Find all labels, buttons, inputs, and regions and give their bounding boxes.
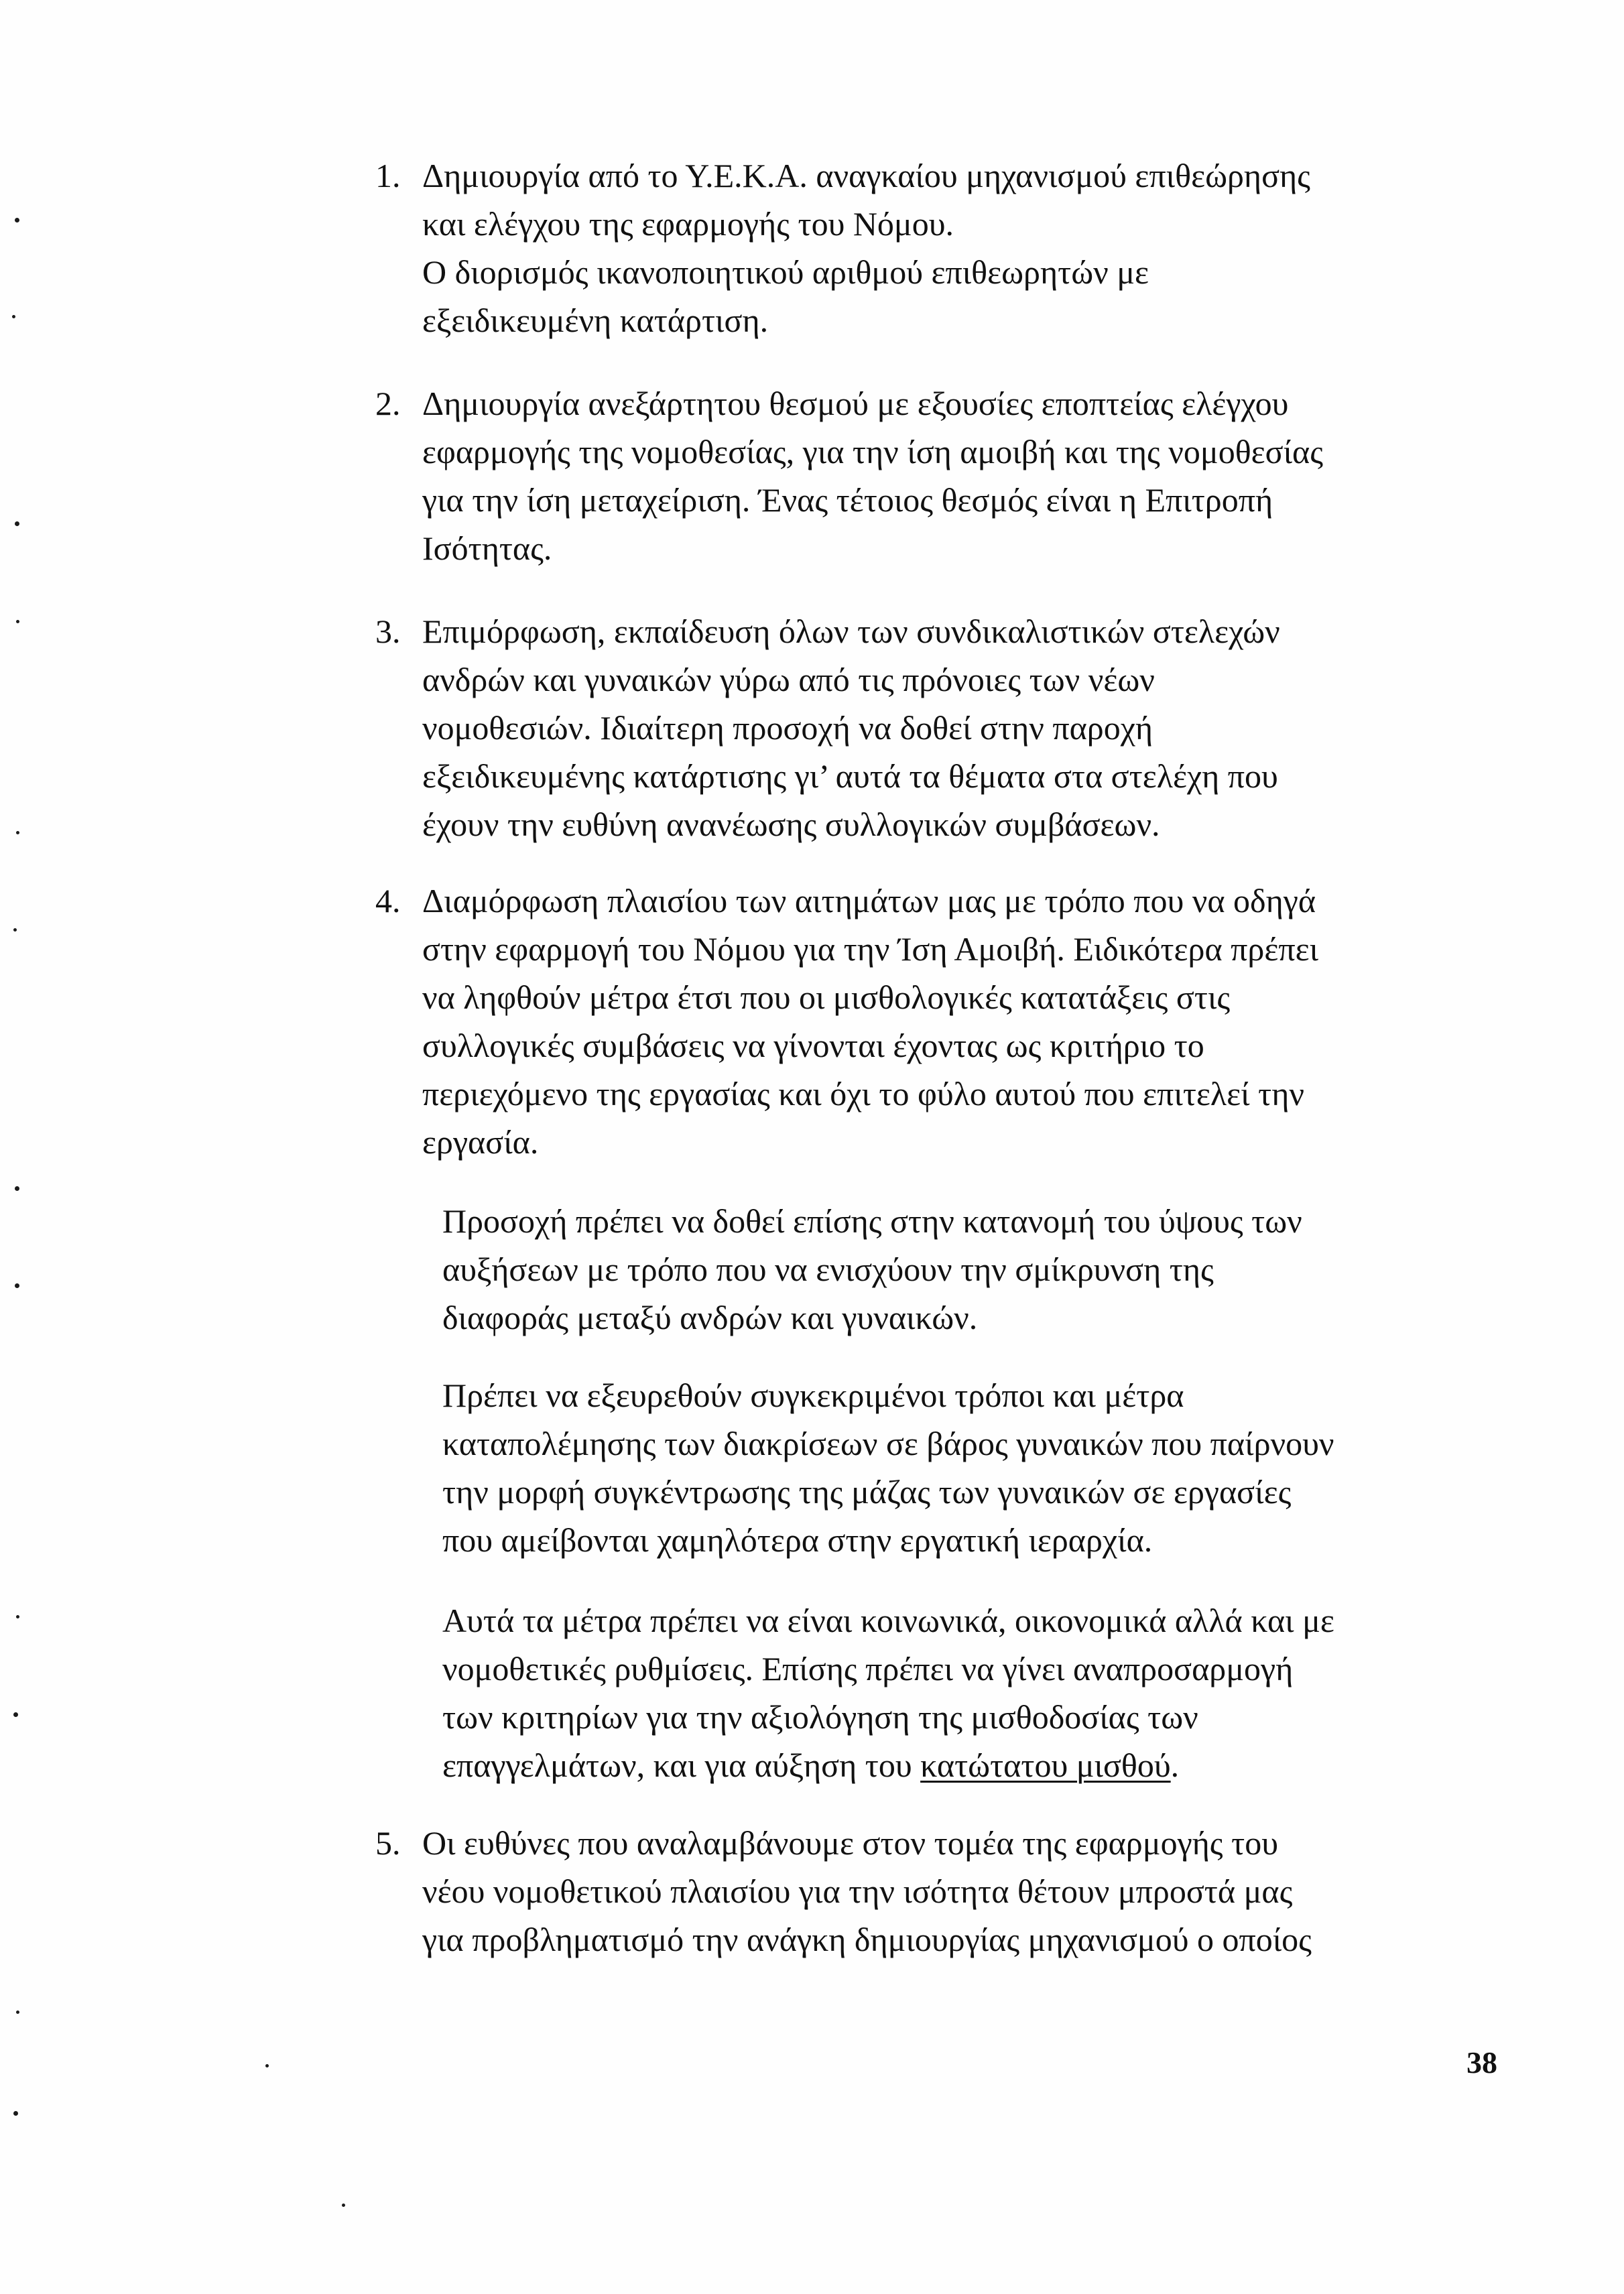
text-line: νέου νομοθετικού πλαισίου για την ισότητα θέτουν μπροστά μας bbox=[422, 1872, 1293, 1910]
margin-mark bbox=[12, 315, 15, 318]
text-line: εργασία. bbox=[422, 1123, 539, 1161]
text-line: Ισότητας. bbox=[422, 529, 552, 567]
text-line: την μορφή συγκέντρωσης της μάζας των γυναικών σε εργασίες bbox=[442, 1473, 1292, 1511]
text-line: συλλογικές συμβάσεις να γίνονται έχοντας ως κριτήριο το bbox=[422, 1027, 1204, 1064]
margin-mark bbox=[13, 928, 17, 932]
list-item-text bbox=[422, 379, 1535, 572]
margin-mark bbox=[15, 1186, 19, 1191]
list-number: 3. bbox=[375, 613, 401, 650]
text-line: Διαμόρφωση πλαισίου των αιτημάτων μας με τρόπο που να οδηγά bbox=[422, 882, 1316, 919]
paragraph-measures bbox=[442, 1596, 1528, 1789]
text-line: για την ίση μεταχείριση. Ένας τέτοιος θεσμός είναι η Επιτροπή bbox=[422, 481, 1273, 519]
text-line: να ληφθούν μέτρα έτσι που οι μισθολογικές κατατάξεις στις bbox=[422, 978, 1231, 1016]
scan-speck bbox=[342, 2204, 345, 2207]
margin-mark bbox=[13, 2111, 18, 2116]
text-line: Ο διορισμός ικανοποιητικού αριθμού επιθεωρητών με bbox=[422, 253, 1149, 291]
list-number: 2. bbox=[375, 385, 401, 422]
list-item-text bbox=[422, 877, 1535, 1166]
list-item-text bbox=[422, 607, 1535, 848]
list-item-5 bbox=[375, 1819, 1528, 1973]
text-line: Πρέπει να εξευρεθούν συγκεκριμένοι τρόποι και μέτρα bbox=[442, 1377, 1184, 1414]
text-line: εφαρμογής της νομοθεσίας, για την ίση αμοιβή και της νομοθεσίας bbox=[422, 433, 1324, 470]
text-fragment: . bbox=[1170, 1746, 1180, 1784]
text-line: καταπολέμησης των διακρίσεων σε βάρος γυναικών που παίρνουν bbox=[442, 1425, 1334, 1462]
text-line: νομοθεσιών. Ιδιαίτερη προσοχή να δοθεί στην παροχή bbox=[422, 709, 1153, 747]
text-fragment: επαγγελμάτων, και για αύξηση του bbox=[442, 1746, 921, 1784]
text-line: των κριτηρίων για την αξιολόγηση της μισθοδοσίας των bbox=[442, 1698, 1198, 1736]
list-number: 1. bbox=[375, 157, 401, 194]
text-line: εξειδικευμένης κατάρτισης γι’ αυτά τα θέματα στα στελέχη που bbox=[422, 757, 1278, 795]
margin-mark bbox=[15, 1283, 19, 1288]
text-line: Δημιουργία από το Υ.Ε.Κ.Α. αναγκαίου μηχανισμού επιθεώρησης bbox=[422, 157, 1310, 194]
paragraph-discrimination bbox=[442, 1371, 1528, 1564]
list-item-text bbox=[422, 151, 1535, 344]
text-line: Αυτά τα μέτρα πρέπει να είναι κοινωνικά, οικονομικά αλλά και με bbox=[442, 1602, 1334, 1639]
list-number: 5. bbox=[375, 1824, 401, 1862]
list-item-4 bbox=[375, 877, 1528, 1171]
margin-mark bbox=[15, 521, 19, 526]
margin-mark bbox=[16, 620, 19, 623]
text-line: περιεχόμενο της εργασίας και όχι το φύλο αυτού που επιτελεί την bbox=[422, 1075, 1304, 1112]
margin-mark bbox=[16, 831, 19, 834]
scan-speck bbox=[265, 2064, 269, 2067]
text-line: Δημιουργία ανεξάρτητου θεσμού με εξουσίες εποπτείας ελέγχου bbox=[422, 385, 1289, 422]
page-number: 38 bbox=[1466, 2045, 1497, 2080]
list-number: 4. bbox=[375, 882, 401, 919]
text-line: έχουν την ευθύνη ανανέωσης συλλογικών συμβάσεων. bbox=[422, 806, 1160, 843]
margin-mark bbox=[13, 1712, 18, 1717]
text-line: αυξήσεων με τρόπο που να ενισχύουν την σμίκρυνση της bbox=[442, 1251, 1214, 1288]
text-line bbox=[442, 1741, 1528, 1789]
text-line: και ελέγχου της εφαρμογής του Νόμου. bbox=[422, 205, 954, 243]
margin-mark bbox=[16, 1615, 19, 1618]
text-line: εξειδικευμένη κατάρτιση. bbox=[422, 302, 769, 339]
text-line: Προσοχή πρέπει να δοθεί επίσης στην κατανομή του ύψους των bbox=[442, 1202, 1302, 1240]
list-item-2 bbox=[375, 379, 1528, 580]
text-line: νομοθετικές ρυθμίσεις. Επίσης πρέπει να γίνει αναπροσαρμογή bbox=[442, 1650, 1294, 1687]
text-line: διαφοράς μεταξύ ανδρών και γυναικών. bbox=[442, 1299, 978, 1336]
list-item-3 bbox=[375, 607, 1528, 855]
margin-mark bbox=[15, 218, 19, 222]
text-line: που αμείβονται χαμηλότερα στην εργατική ιεραρχία. bbox=[442, 1521, 1153, 1559]
text-line: Οι ευθύνες που αναλαμβάνουμε στον τομέα της εφαρμογής του bbox=[422, 1824, 1278, 1862]
margin-mark bbox=[16, 2011, 19, 2014]
list-item-1 bbox=[375, 151, 1528, 353]
paragraph-distribution bbox=[442, 1197, 1528, 1342]
text-line: Επιμόρφωση, εκπαίδευση όλων των συνδικαλιστικών στελεχών bbox=[422, 613, 1280, 650]
list-item-text bbox=[422, 1819, 1535, 1964]
text-line: στην εφαρμογή του Νόμου για την Ίση Αμοιβή. Ειδικότερα πρέπει bbox=[422, 930, 1319, 968]
text-line: για προβληματισμό την ανάγκη δημιουργίας μηχανισμού ο οποίος bbox=[422, 1921, 1312, 1958]
underlined-phrase: κατώτατου μισθού bbox=[920, 1746, 1171, 1784]
text-line: ανδρών και γυναικών γύρω από τις πρόνοιες των νέων bbox=[422, 661, 1155, 698]
